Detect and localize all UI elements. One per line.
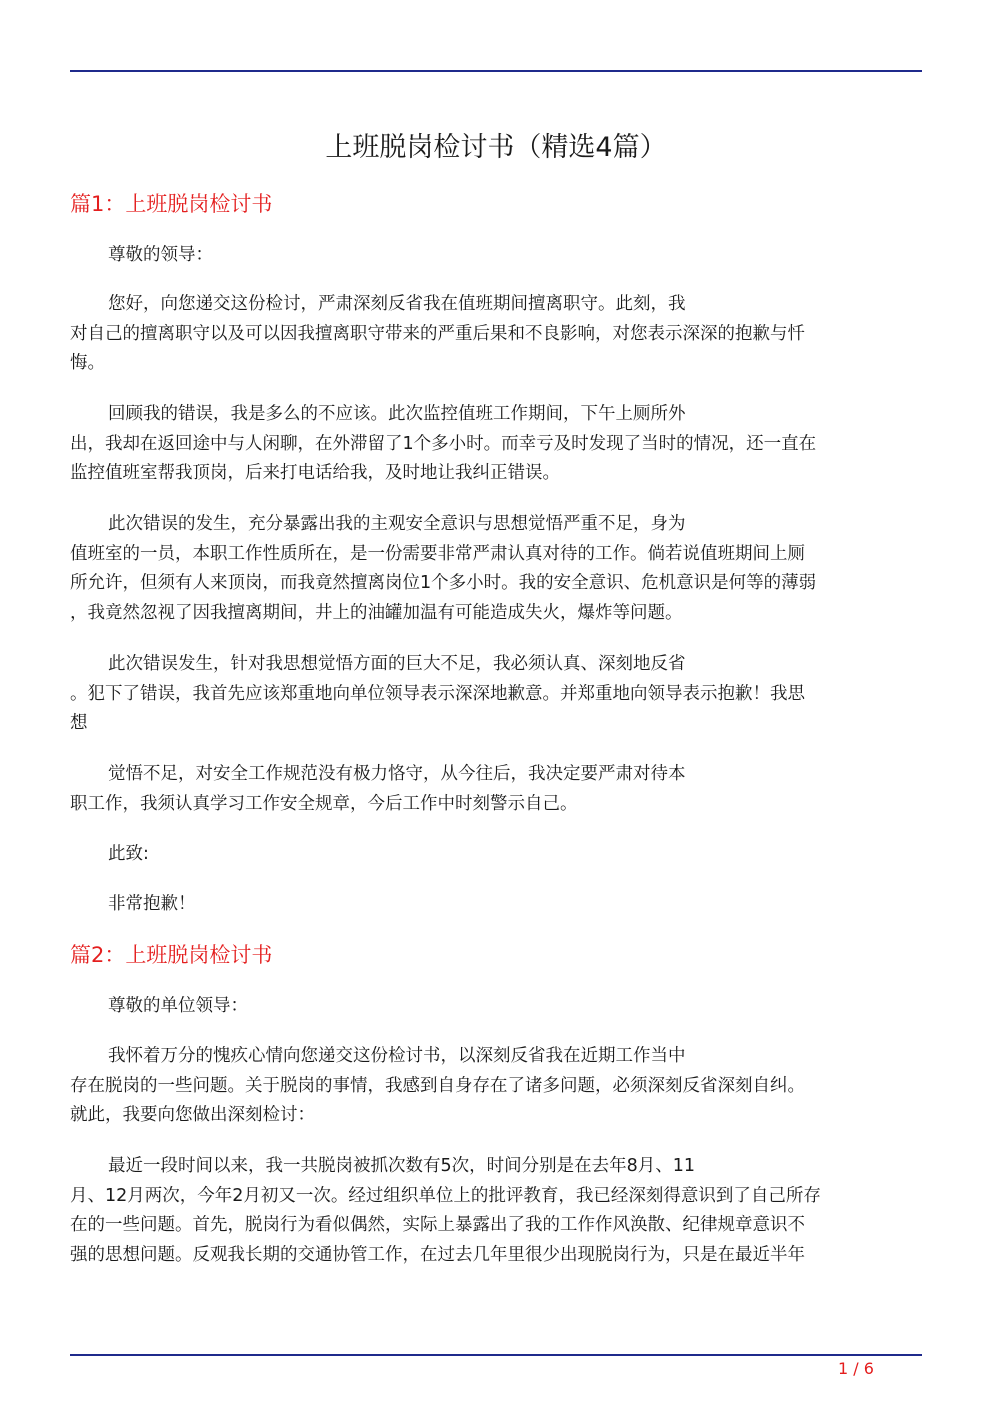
paragraph — [70, 290, 922, 379]
footer-rule — [70, 1354, 922, 1356]
paragraph-line: 尊敬的领导： — [108, 245, 213, 265]
paragraph-line: 最近一段时间以来，我一共脱岗被抓次数有5次，时间分别是在去年8月、11 — [108, 1156, 696, 1176]
paragraph-line: 觉悟不足，对安全工作规范没有极力恪守，从今往后，我决定要严肃对待本 — [108, 764, 686, 784]
paragraph-line: 此次错误的发生，充分暴露出我的主观安全意识与思想觉悟严重不足，身为 — [108, 514, 686, 534]
paragraph — [70, 890, 922, 920]
document-title: 上班脱岗检讨书（精选4篇） — [325, 132, 667, 163]
paragraph — [70, 241, 922, 271]
paragraph-line: 想 — [70, 713, 88, 734]
paragraph-line: 回顾我的错误，我是多么的不应该。此次监控值班工作期间，下午上厕所外 — [108, 404, 686, 424]
paragraph-line: 尊敬的单位领导： — [108, 996, 248, 1016]
paragraph — [70, 1042, 922, 1131]
paragraph-line: 强的思想问题。反观我长期的交通协管工作，在过去几年里很少出现脱岗行为，只是在最近半年 — [70, 1245, 805, 1266]
paragraph-line: 所允许，但须有人来顶岗，而我竟然擅离岗位1个多小时。我的安全意识、危机意识是何等的薄弱 — [70, 573, 817, 594]
paragraph — [70, 510, 922, 629]
header-rule — [70, 70, 922, 72]
paragraph-line: 值班室的一员，本职工作性质所在，是一份需要非常严肃认真对待的工作。倘若说值班期间上厕 — [70, 543, 805, 564]
paragraph-line: 悔。 — [70, 353, 105, 374]
paragraph-line: 出，我却在返回途中与人闲聊，在外滞留了1个多小时。而幸亏及时发现了当时的情况，还一直在 — [70, 433, 817, 454]
paragraph-line: 就此，我要向您做出深刻检讨： — [70, 1105, 315, 1126]
paragraph-line: 在的一些问题。首先，脱岗行为看似偶然，实际上暴露出了我的工作作风涣散、纪律规章意识不 — [70, 1215, 805, 1236]
paragraph — [70, 650, 922, 739]
paragraph-line: 此致: — [108, 844, 149, 864]
paragraph-line: 您好，向您递交这份检讨，严肃深刻反省我在值班期间擅离职守。此刻，我 — [108, 294, 686, 314]
section-heading-2: 篇2：上班脱岗检讨书 — [70, 943, 273, 967]
paragraph-line: 存在脱岗的一些问题。关于脱岗的事情，我感到自身存在了诸多问题，必须深刻反省深刻自纠。 — [70, 1075, 805, 1096]
paragraph-line: ，我竟然忽视了因我擅离期间，井上的油罐加温有可能造成失火，爆炸等问题。 — [70, 603, 683, 624]
paragraph — [70, 1152, 922, 1271]
page-number: 1 / 6 — [838, 1359, 874, 1378]
paragraph-line: 我怀着万分的愧疚心情向您递交这份检讨书，以深刻反省我在近期工作当中 — [108, 1046, 686, 1066]
paragraph — [70, 840, 922, 870]
paragraph-line: 对自己的擅离职守以及可以因我擅离职守带来的严重后果和不良影响，对您表示深深的抱歉与忏 — [70, 323, 805, 344]
paragraph-line: 月、12月两次，今年2月初又一次。经过组织单位上的批评教育，我已经深刻得意识到了自己所存 — [70, 1185, 821, 1206]
paragraph — [70, 760, 922, 819]
paragraph — [70, 992, 922, 1022]
paragraph-line: 监控值班室帮我顶岗，后来打电话给我，及时地让我纠正错误。 — [70, 463, 560, 484]
paragraph-line: 此次错误发生，针对我思想觉悟方面的巨大不足，我必须认真、深刻地反省 — [108, 654, 686, 674]
paragraph-line: 职工作，我须认真学习工作安全规章，今后工作中时刻警示自己。 — [70, 793, 578, 814]
paragraph — [70, 400, 922, 489]
paragraph-line: 。犯下了错误，我首先应该郑重地向单位领导表示深深地歉意。并郑重地向领导表示抱歉！我思 — [70, 683, 805, 704]
section-heading-1: 篇1：上班脱岗检讨书 — [70, 192, 273, 216]
paragraph-line: 非常抱歉！ — [108, 894, 196, 914]
